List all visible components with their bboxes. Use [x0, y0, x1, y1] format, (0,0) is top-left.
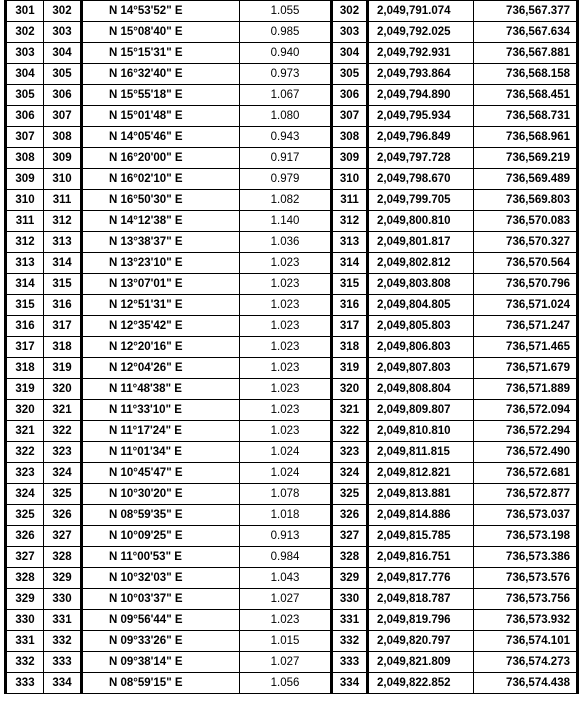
point-cell: 329: [332, 568, 368, 589]
distance-cell: 1.024: [240, 463, 332, 484]
to-station-cell: 316: [44, 295, 82, 316]
to-station-cell: 332: [44, 631, 82, 652]
northing-cell: 2,049,807.803: [368, 358, 474, 379]
easting-cell: 736,571.465: [474, 337, 578, 358]
to-station-cell: 319: [44, 358, 82, 379]
table-row: [6, 484, 578, 505]
from-station-cell: 312: [6, 232, 44, 253]
table-row: [6, 43, 578, 64]
bearing-cell: N 10°30'20" E: [82, 484, 240, 505]
from-station-cell: 332: [6, 652, 44, 673]
from-station-cell: 316: [6, 316, 44, 337]
easting-cell: 736,567.881: [474, 43, 578, 64]
easting-cell: 736,570.564: [474, 253, 578, 274]
point-cell: 328: [332, 547, 368, 568]
distance-cell: 1.023: [240, 400, 332, 421]
from-station-cell: 322: [6, 442, 44, 463]
to-station-cell: 329: [44, 568, 82, 589]
from-station-cell: 307: [6, 127, 44, 148]
easting-cell: 736,571.247: [474, 316, 578, 337]
northing-cell: 2,049,809.807: [368, 400, 474, 421]
point-cell: 307: [332, 106, 368, 127]
table-row: [6, 610, 578, 631]
table-row: [6, 232, 578, 253]
bearing-cell: N 10°09'25" E: [82, 526, 240, 547]
distance-cell: 0.985: [240, 22, 332, 43]
distance-cell: 0.917: [240, 148, 332, 169]
from-station-cell: 318: [6, 358, 44, 379]
northing-cell: 2,049,800.810: [368, 211, 474, 232]
from-station-cell: 325: [6, 505, 44, 526]
to-station-cell: 328: [44, 547, 82, 568]
to-station-cell: 330: [44, 589, 82, 610]
distance-cell: 0.979: [240, 169, 332, 190]
table-row: [6, 106, 578, 127]
table-row: [6, 274, 578, 295]
northing-cell: 2,049,820.797: [368, 631, 474, 652]
from-station-cell: 306: [6, 106, 44, 127]
bearing-cell: N 16°20'00" E: [82, 148, 240, 169]
point-cell: 310: [332, 169, 368, 190]
to-station-cell: 305: [44, 64, 82, 85]
to-station-cell: 334: [44, 673, 82, 694]
bearing-cell: N 11°33'10" E: [82, 400, 240, 421]
distance-cell: 0.943: [240, 127, 332, 148]
table-row: [6, 547, 578, 568]
easting-cell: 736,568.961: [474, 127, 578, 148]
bearing-cell: N 11°01'34" E: [82, 442, 240, 463]
table-row: [6, 526, 578, 547]
from-station-cell: 330: [6, 610, 44, 631]
from-station-cell: 308: [6, 148, 44, 169]
from-station-cell: 320: [6, 400, 44, 421]
distance-cell: 1.023: [240, 295, 332, 316]
from-station-cell: 301: [6, 1, 44, 22]
easting-cell: 736,572.490: [474, 442, 578, 463]
table-row: [6, 400, 578, 421]
to-station-cell: 303: [44, 22, 82, 43]
to-station-cell: 321: [44, 400, 82, 421]
point-cell: 308: [332, 127, 368, 148]
to-station-cell: 326: [44, 505, 82, 526]
point-cell: 313: [332, 232, 368, 253]
table-row: [6, 379, 578, 400]
easting-cell: 736,568.451: [474, 85, 578, 106]
distance-cell: 1.023: [240, 274, 332, 295]
to-station-cell: 313: [44, 232, 82, 253]
easting-cell: 736,571.889: [474, 379, 578, 400]
point-cell: 317: [332, 316, 368, 337]
easting-cell: 736,574.101: [474, 631, 578, 652]
to-station-cell: 302: [44, 1, 82, 22]
northing-cell: 2,049,792.025: [368, 22, 474, 43]
northing-cell: 2,049,815.785: [368, 526, 474, 547]
table-row: [6, 631, 578, 652]
easting-cell: 736,569.489: [474, 169, 578, 190]
to-station-cell: 314: [44, 253, 82, 274]
easting-cell: 736,569.219: [474, 148, 578, 169]
from-station-cell: 317: [6, 337, 44, 358]
to-station-cell: 312: [44, 211, 82, 232]
bearing-cell: N 09°33'26" E: [82, 631, 240, 652]
table-row: [6, 190, 578, 211]
bearing-cell: N 14°12'38" E: [82, 211, 240, 232]
point-cell: 327: [332, 526, 368, 547]
northing-cell: 2,049,813.881: [368, 484, 474, 505]
point-cell: 331: [332, 610, 368, 631]
survey-table-sheet: [4, 0, 576, 694]
bearing-cell: N 10°32'03" E: [82, 568, 240, 589]
from-station-cell: 319: [6, 379, 44, 400]
easting-cell: 736,572.094: [474, 400, 578, 421]
table-row: [6, 316, 578, 337]
easting-cell: 736,573.932: [474, 610, 578, 631]
to-station-cell: 309: [44, 148, 82, 169]
distance-cell: 1.018: [240, 505, 332, 526]
point-cell: 306: [332, 85, 368, 106]
distance-cell: 0.940: [240, 43, 332, 64]
bearing-cell: N 12°51'31" E: [82, 295, 240, 316]
northing-cell: 2,049,808.804: [368, 379, 474, 400]
to-station-cell: 307: [44, 106, 82, 127]
table-row: [6, 652, 578, 673]
northing-cell: 2,049,795.934: [368, 106, 474, 127]
northing-cell: 2,049,811.815: [368, 442, 474, 463]
table-row: [6, 463, 578, 484]
northing-cell: 2,049,794.890: [368, 85, 474, 106]
distance-cell: 0.973: [240, 64, 332, 85]
easting-cell: 736,574.438: [474, 673, 578, 694]
from-station-cell: 327: [6, 547, 44, 568]
northing-cell: 2,049,797.728: [368, 148, 474, 169]
table-row: [6, 589, 578, 610]
bearing-cell: N 15°55'18" E: [82, 85, 240, 106]
to-station-cell: 327: [44, 526, 82, 547]
to-station-cell: 323: [44, 442, 82, 463]
to-station-cell: 315: [44, 274, 82, 295]
easting-cell: 736,569.803: [474, 190, 578, 211]
to-station-cell: 310: [44, 169, 82, 190]
from-station-cell: 309: [6, 169, 44, 190]
table-row: [6, 253, 578, 274]
bearing-cell: N 15°08'40" E: [82, 22, 240, 43]
to-station-cell: 333: [44, 652, 82, 673]
point-cell: 325: [332, 484, 368, 505]
point-cell: 314: [332, 253, 368, 274]
point-cell: 312: [332, 211, 368, 232]
to-station-cell: 306: [44, 85, 82, 106]
northing-cell: 2,049,812.821: [368, 463, 474, 484]
easting-cell: 736,572.681: [474, 463, 578, 484]
distance-cell: 1.027: [240, 589, 332, 610]
easting-cell: 736,567.634: [474, 22, 578, 43]
easting-cell: 736,573.037: [474, 505, 578, 526]
distance-cell: 1.023: [240, 337, 332, 358]
easting-cell: 736,574.273: [474, 652, 578, 673]
from-station-cell: 314: [6, 274, 44, 295]
bearing-cell: N 10°45'47" E: [82, 463, 240, 484]
northing-cell: 2,049,816.751: [368, 547, 474, 568]
northing-cell: 2,049,799.705: [368, 190, 474, 211]
easting-cell: 736,573.576: [474, 568, 578, 589]
distance-cell: 1.027: [240, 652, 332, 673]
from-station-cell: 321: [6, 421, 44, 442]
distance-cell: 1.036: [240, 232, 332, 253]
table-row: [6, 211, 578, 232]
point-cell: 326: [332, 505, 368, 526]
easting-cell: 736,570.083: [474, 211, 578, 232]
easting-cell: 736,572.877: [474, 484, 578, 505]
point-cell: 318: [332, 337, 368, 358]
bearing-cell: N 16°02'10" E: [82, 169, 240, 190]
from-station-cell: 324: [6, 484, 44, 505]
easting-cell: 736,571.679: [474, 358, 578, 379]
from-station-cell: 305: [6, 85, 44, 106]
bearing-cell: N 13°38'37" E: [82, 232, 240, 253]
point-cell: 320: [332, 379, 368, 400]
northing-cell: 2,049,804.805: [368, 295, 474, 316]
bearing-cell: N 11°00'53" E: [82, 547, 240, 568]
bearing-cell: N 11°48'38" E: [82, 379, 240, 400]
bearing-cell: N 15°01'48" E: [82, 106, 240, 127]
distance-cell: 0.984: [240, 547, 332, 568]
from-station-cell: 328: [6, 568, 44, 589]
table-row: [6, 358, 578, 379]
distance-cell: 1.082: [240, 190, 332, 211]
point-cell: 333: [332, 652, 368, 673]
northing-cell: 2,049,791.074: [368, 1, 474, 22]
northing-cell: 2,049,810.810: [368, 421, 474, 442]
northing-cell: 2,049,798.670: [368, 169, 474, 190]
table-row: [6, 1, 578, 22]
to-station-cell: 331: [44, 610, 82, 631]
point-cell: 322: [332, 421, 368, 442]
to-station-cell: 318: [44, 337, 82, 358]
from-station-cell: 313: [6, 253, 44, 274]
easting-cell: 736,571.024: [474, 295, 578, 316]
survey-traverse-table: [4, 0, 579, 694]
table-row: [6, 295, 578, 316]
bearing-cell: N 12°35'42" E: [82, 316, 240, 337]
bearing-cell: N 09°56'44" E: [82, 610, 240, 631]
table-row: [6, 85, 578, 106]
northing-cell: 2,049,805.803: [368, 316, 474, 337]
from-station-cell: 311: [6, 211, 44, 232]
from-station-cell: 329: [6, 589, 44, 610]
easting-cell: 736,568.158: [474, 64, 578, 85]
point-cell: 324: [332, 463, 368, 484]
point-cell: 315: [332, 274, 368, 295]
to-station-cell: 317: [44, 316, 82, 337]
table-row: [6, 22, 578, 43]
distance-cell: 1.055: [240, 1, 332, 22]
table-row: [6, 148, 578, 169]
bearing-cell: N 13°23'10" E: [82, 253, 240, 274]
northing-cell: 2,049,819.796: [368, 610, 474, 631]
easting-cell: 736,573.198: [474, 526, 578, 547]
from-station-cell: 304: [6, 64, 44, 85]
from-station-cell: 315: [6, 295, 44, 316]
point-cell: 311: [332, 190, 368, 211]
bearing-cell: N 13°07'01" E: [82, 274, 240, 295]
northing-cell: 2,049,821.809: [368, 652, 474, 673]
northing-cell: 2,049,814.886: [368, 505, 474, 526]
bearing-cell: N 14°53'52" E: [82, 1, 240, 22]
table-body: [6, 1, 578, 694]
from-station-cell: 323: [6, 463, 44, 484]
table-row: [6, 64, 578, 85]
northing-cell: 2,049,801.817: [368, 232, 474, 253]
from-station-cell: 331: [6, 631, 44, 652]
to-station-cell: 325: [44, 484, 82, 505]
easting-cell: 736,572.294: [474, 421, 578, 442]
to-station-cell: 308: [44, 127, 82, 148]
northing-cell: 2,049,796.849: [368, 127, 474, 148]
point-cell: 303: [332, 22, 368, 43]
northing-cell: 2,049,818.787: [368, 589, 474, 610]
bearing-cell: N 11°17'24" E: [82, 421, 240, 442]
northing-cell: 2,049,822.852: [368, 673, 474, 694]
distance-cell: 1.140: [240, 211, 332, 232]
distance-cell: 1.023: [240, 253, 332, 274]
point-cell: 334: [332, 673, 368, 694]
distance-cell: 1.023: [240, 316, 332, 337]
distance-cell: 1.023: [240, 421, 332, 442]
to-station-cell: 320: [44, 379, 82, 400]
bearing-cell: N 12°04'26" E: [82, 358, 240, 379]
from-station-cell: 326: [6, 526, 44, 547]
distance-cell: 1.023: [240, 379, 332, 400]
from-station-cell: 310: [6, 190, 44, 211]
distance-cell: 1.056: [240, 673, 332, 694]
table-row: [6, 673, 578, 694]
northing-cell: 2,049,817.776: [368, 568, 474, 589]
table-row: [6, 421, 578, 442]
point-cell: 319: [332, 358, 368, 379]
distance-cell: 1.015: [240, 631, 332, 652]
distance-cell: 1.023: [240, 358, 332, 379]
bearing-cell: N 08°59'35" E: [82, 505, 240, 526]
to-station-cell: 324: [44, 463, 82, 484]
point-cell: 302: [332, 1, 368, 22]
from-station-cell: 302: [6, 22, 44, 43]
from-station-cell: 303: [6, 43, 44, 64]
bearing-cell: N 14°05'46" E: [82, 127, 240, 148]
point-cell: 305: [332, 64, 368, 85]
point-cell: 309: [332, 148, 368, 169]
point-cell: 321: [332, 400, 368, 421]
to-station-cell: 322: [44, 421, 82, 442]
bearing-cell: N 16°50'30" E: [82, 190, 240, 211]
table-row: [6, 568, 578, 589]
to-station-cell: 304: [44, 43, 82, 64]
distance-cell: 1.067: [240, 85, 332, 106]
northing-cell: 2,049,806.803: [368, 337, 474, 358]
distance-cell: 1.078: [240, 484, 332, 505]
easting-cell: 736,573.386: [474, 547, 578, 568]
bearing-cell: N 15°15'31" E: [82, 43, 240, 64]
northing-cell: 2,049,803.808: [368, 274, 474, 295]
point-cell: 323: [332, 442, 368, 463]
distance-cell: 0.913: [240, 526, 332, 547]
table-row: [6, 169, 578, 190]
northing-cell: 2,049,793.864: [368, 64, 474, 85]
easting-cell: 736,570.327: [474, 232, 578, 253]
distance-cell: 1.023: [240, 610, 332, 631]
distance-cell: 1.043: [240, 568, 332, 589]
bearing-cell: N 09°38'14" E: [82, 652, 240, 673]
bearing-cell: N 08°59'15" E: [82, 673, 240, 694]
easting-cell: 736,570.796: [474, 274, 578, 295]
to-station-cell: 311: [44, 190, 82, 211]
point-cell: 304: [332, 43, 368, 64]
bearing-cell: N 12°20'16" E: [82, 337, 240, 358]
point-cell: 332: [332, 631, 368, 652]
table-row: [6, 127, 578, 148]
point-cell: 330: [332, 589, 368, 610]
distance-cell: 1.080: [240, 106, 332, 127]
northing-cell: 2,049,802.812: [368, 253, 474, 274]
point-cell: 316: [332, 295, 368, 316]
table-row: [6, 505, 578, 526]
bearing-cell: N 10°03'37" E: [82, 589, 240, 610]
easting-cell: 736,568.731: [474, 106, 578, 127]
distance-cell: 1.024: [240, 442, 332, 463]
from-station-cell: 333: [6, 673, 44, 694]
easting-cell: 736,567.377: [474, 1, 578, 22]
table-row: [6, 442, 578, 463]
northing-cell: 2,049,792.931: [368, 43, 474, 64]
easting-cell: 736,573.756: [474, 589, 578, 610]
table-row: [6, 337, 578, 358]
bearing-cell: N 16°32'40" E: [82, 64, 240, 85]
